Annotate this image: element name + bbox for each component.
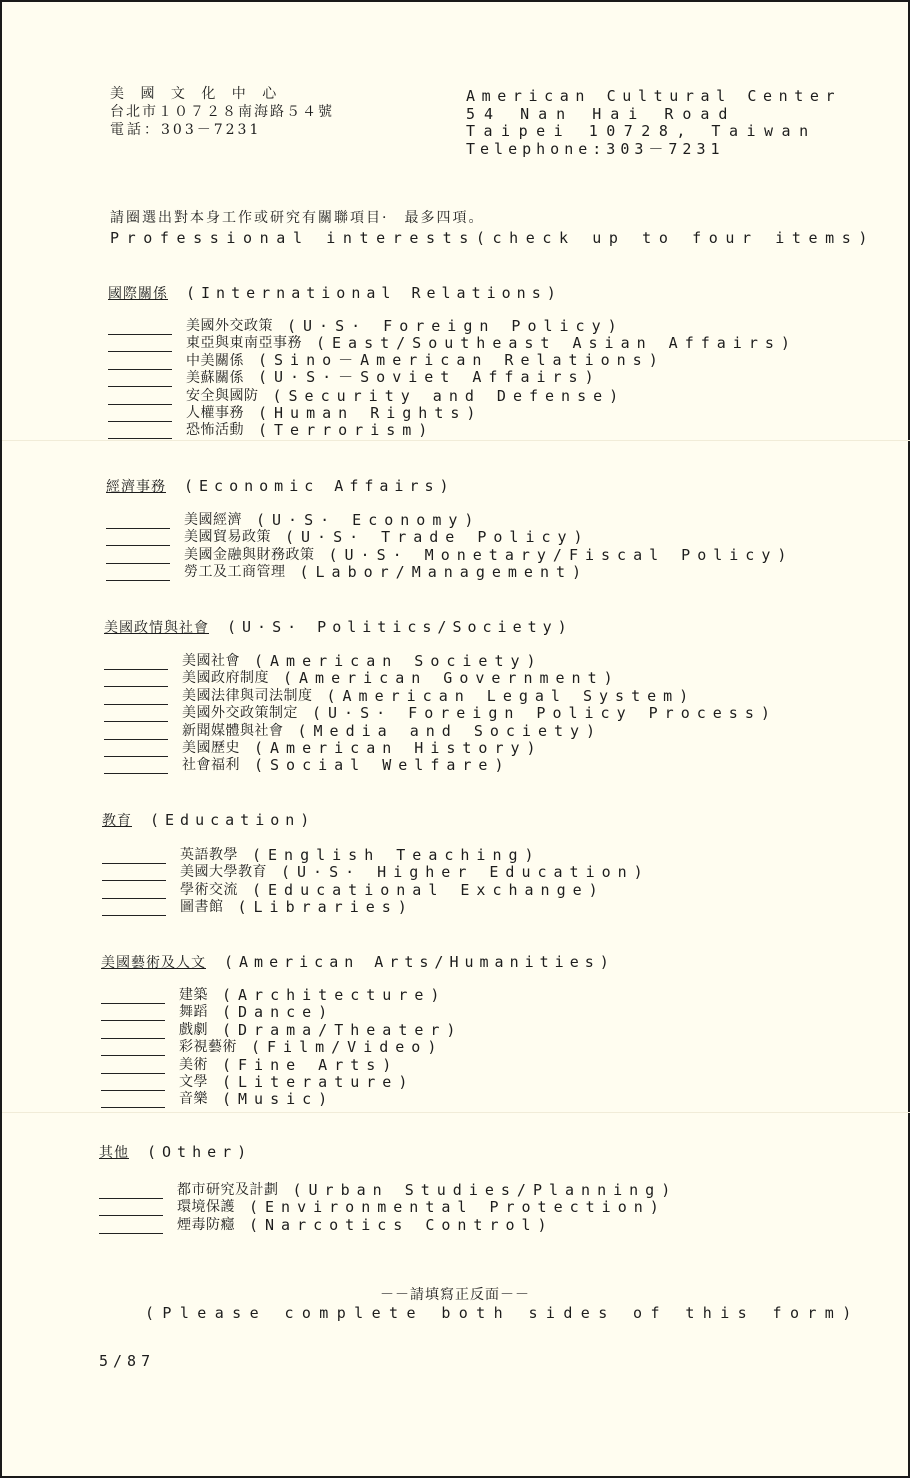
interest-item-zh: 英語教學 (180, 847, 238, 863)
instructions-en: Professional interests(check up to four items) (110, 229, 876, 247)
interest-item-en: (U·S· Economy) (256, 511, 481, 529)
interest-item-en: (U·S· Monetary/Fiscal Policy) (328, 545, 794, 564)
interest-item-en: (English Teaching) (252, 846, 541, 864)
interest-item-en: (Social Welfare) (254, 756, 511, 775)
header-english (466, 88, 841, 158)
interest-item-en: (Film/Video) (251, 1038, 444, 1057)
interest-item (106, 512, 480, 529)
section-heading-en: (American Arts/Humanities) (224, 953, 615, 971)
interest-item-zh: 建築 (179, 987, 208, 1003)
section-heading-en: (Economic Affairs) (184, 477, 455, 495)
check-blank[interactable] (104, 657, 168, 670)
interest-item-zh: 美蘇關係 (186, 370, 244, 387)
fold-line (2, 440, 910, 441)
interest-item-zh: 勞工及工商管理 (184, 564, 286, 581)
section-heading (101, 952, 615, 972)
check-blank[interactable] (101, 1095, 165, 1108)
header-en-phone: Telephone:303－7231 (466, 139, 725, 158)
section-heading-zh: 其他 (99, 1145, 129, 1161)
header-zh-phone: 電話：303－7231 (110, 122, 262, 138)
interest-item-en: (American Legal System) (326, 686, 696, 705)
interest-item-zh: 中美關係 (186, 352, 244, 369)
footer-en-note: (Please complete both sides of this form) (145, 1304, 860, 1322)
check-blank[interactable] (101, 1078, 165, 1091)
check-blank[interactable] (102, 903, 166, 916)
interest-item (101, 1091, 334, 1108)
interest-item-en: (Architecture) (222, 986, 447, 1004)
interest-item-en: (Literature) (222, 1073, 415, 1091)
check-blank[interactable] (104, 709, 168, 722)
interest-item-zh: 美國貿易政策 (184, 529, 271, 546)
check-blank[interactable] (108, 374, 172, 387)
check-blank[interactable] (101, 1026, 165, 1039)
fold-line (2, 1112, 910, 1113)
section-heading-en: (U·S· Politics/Society) (227, 618, 573, 636)
section-heading (106, 476, 455, 496)
section-heading-zh: 經濟事務 (106, 479, 166, 495)
section-heading (104, 617, 573, 637)
interest-item-en: (Sino－American Relations) (258, 350, 665, 369)
interest-item-en: (Educational Exchange) (252, 880, 605, 899)
check-blank[interactable] (106, 568, 170, 581)
interest-item (104, 740, 543, 757)
interest-item-zh: 美國大學教育 (180, 864, 267, 881)
interest-item-zh: 舞蹈 (179, 1004, 208, 1021)
interest-item-zh: 戲劇 (179, 1021, 208, 1038)
instructions-zh: 請圈選出對本身工作或研究有關聯項目· 最多四項。 (110, 210, 485, 226)
check-blank[interactable] (101, 991, 165, 1004)
interest-item-zh: 東亞與東南亞事務 (186, 335, 302, 352)
interest-item-en: (Security and Defense) (272, 386, 626, 405)
interest-item-zh: 美國經濟 (184, 512, 242, 528)
interest-item-en: (U·S· Trade Policy) (285, 528, 590, 547)
interest-item-en: (U·S·－Soviet Affairs) (258, 368, 601, 387)
check-blank[interactable] (108, 392, 172, 405)
interest-item-zh: 美國法律與司法制度 (182, 687, 313, 704)
header-zh-address: 台北市１０７２８南海路５４號 (110, 104, 334, 120)
interest-item (99, 1217, 554, 1234)
interest-item-zh: 美國歷史 (182, 740, 240, 756)
interest-item-en: (Urban Studies/Planning) (292, 1181, 678, 1199)
check-blank[interactable] (102, 886, 166, 899)
interest-item-zh: 學術交流 (180, 881, 238, 898)
check-blank[interactable] (104, 727, 168, 740)
check-blank[interactable] (101, 1008, 165, 1021)
interest-item-zh: 美國外交政策 (186, 318, 273, 334)
interest-item-zh: 文學 (179, 1074, 208, 1090)
interest-item-en: (East/Southeast Asian Affairs) (316, 334, 797, 353)
interest-item (104, 653, 543, 670)
check-blank[interactable] (102, 868, 166, 881)
interest-item-en: (Environmental Protection) (249, 1198, 666, 1217)
interest-item (104, 723, 602, 740)
interest-item-en: (Drama/Theater) (222, 1020, 463, 1039)
section-heading-en: (Other) (147, 1143, 253, 1161)
check-blank[interactable] (99, 1221, 163, 1234)
section-heading-en: (Education) (150, 811, 316, 829)
interest-item-zh: 社會福利 (182, 757, 240, 774)
interest-item (108, 370, 601, 387)
check-blank[interactable] (99, 1186, 163, 1199)
interest-item-zh: 美國外交政策制定 (182, 705, 298, 722)
interest-item-en: (Terrorism) (258, 421, 435, 440)
interest-item (101, 1022, 462, 1039)
interest-item (106, 529, 590, 546)
check-blank[interactable] (101, 1043, 165, 1056)
header-chinese (110, 85, 334, 139)
interest-item-en: (American Government) (283, 669, 620, 688)
interest-item (108, 405, 482, 422)
interest-item (101, 1074, 414, 1091)
header-zh-org: 美 國 文 化 中 心 (110, 86, 283, 102)
interest-item-en: (American Society) (254, 652, 543, 670)
interest-item-zh: 都市研究及計劃 (177, 1182, 279, 1198)
interest-item-zh: 美國社會 (182, 653, 240, 669)
interest-item (102, 847, 541, 864)
interest-item-zh: 音樂 (179, 1091, 208, 1108)
interest-item-zh: 美國政府制度 (182, 670, 269, 687)
footer-zh-note: －－請填寫正反面－－ (380, 1287, 530, 1303)
interest-item-zh: 環境保護 (177, 1199, 235, 1216)
interest-item (102, 899, 414, 916)
check-blank[interactable] (108, 426, 172, 439)
check-blank[interactable] (99, 1203, 163, 1216)
interest-item (106, 564, 588, 581)
section-heading-zh: 美國藝術及人文 (101, 955, 206, 971)
section-heading (99, 1142, 252, 1162)
interest-item-zh: 煙毒防癮 (177, 1216, 235, 1233)
interest-item (102, 882, 605, 899)
interest-item-zh: 人權事務 (186, 405, 244, 421)
interest-item-en: (American History) (254, 739, 543, 757)
section-heading-zh: 美國政情與社會 (104, 620, 209, 636)
interest-item-zh: 彩視藝術 (179, 1039, 237, 1056)
section-heading (102, 810, 315, 830)
interest-item-en: (Dance) (222, 1003, 335, 1022)
interest-item-en: (Narcotics Control) (249, 1215, 554, 1234)
check-blank[interactable] (108, 409, 172, 422)
check-blank[interactable] (106, 551, 170, 564)
interest-item (108, 422, 434, 439)
interest-item-en: (Fine Arts) (222, 1055, 399, 1074)
check-blank[interactable] (106, 516, 170, 529)
section-heading-zh: 國際關係 (108, 286, 168, 302)
interest-item-en: (U·S· Foreign Policy Process) (312, 704, 777, 723)
interest-item-en: (U·S· Foreign Policy) (287, 317, 624, 335)
interest-item-en: (U·S· Higher Education) (281, 863, 650, 882)
interest-item-zh: 恐怖活動 (186, 422, 244, 439)
check-blank[interactable] (106, 533, 170, 546)
interest-item-en: (Music) (222, 1090, 335, 1109)
interest-item-zh: 新聞媒體與社會 (182, 722, 284, 739)
interest-item-zh: 圖書館 (180, 899, 224, 916)
section-heading-en: (International Relations) (186, 284, 562, 302)
section-heading (108, 283, 562, 303)
interest-item-zh: 美術 (179, 1056, 208, 1073)
interest-item (101, 1039, 443, 1056)
interest-item-en: (Human Rights) (258, 404, 483, 422)
header-en-address: 54 Nan Hai Road (466, 104, 737, 123)
interest-item-en: (Labor/Management) (299, 563, 589, 582)
section-heading-zh: 教育 (102, 813, 132, 829)
check-blank[interactable] (104, 692, 168, 705)
check-blank[interactable] (108, 322, 172, 335)
interest-item-en: (Libraries) (237, 898, 414, 917)
check-blank[interactable] (108, 357, 172, 370)
check-blank[interactable] (101, 1061, 165, 1074)
check-blank[interactable] (104, 674, 168, 687)
interest-item-zh: 安全與國防 (186, 387, 259, 404)
form-date: 5/87 (99, 1352, 156, 1370)
check-blank[interactable] (104, 761, 168, 774)
interest-item-en: (Media and Society) (297, 721, 603, 740)
interest-item-zh: 美國金融與財務政策 (184, 546, 315, 563)
interest-item (104, 757, 511, 774)
interest-item (101, 1004, 334, 1021)
check-blank[interactable] (108, 339, 172, 352)
check-blank[interactable] (104, 744, 168, 757)
header-en-city: Taipei 10728, Taiwan (466, 122, 817, 140)
check-blank[interactable] (102, 851, 166, 864)
header-en-org: American Cultural Center (466, 87, 842, 105)
interest-item (101, 987, 446, 1004)
interest-item (101, 1057, 398, 1074)
